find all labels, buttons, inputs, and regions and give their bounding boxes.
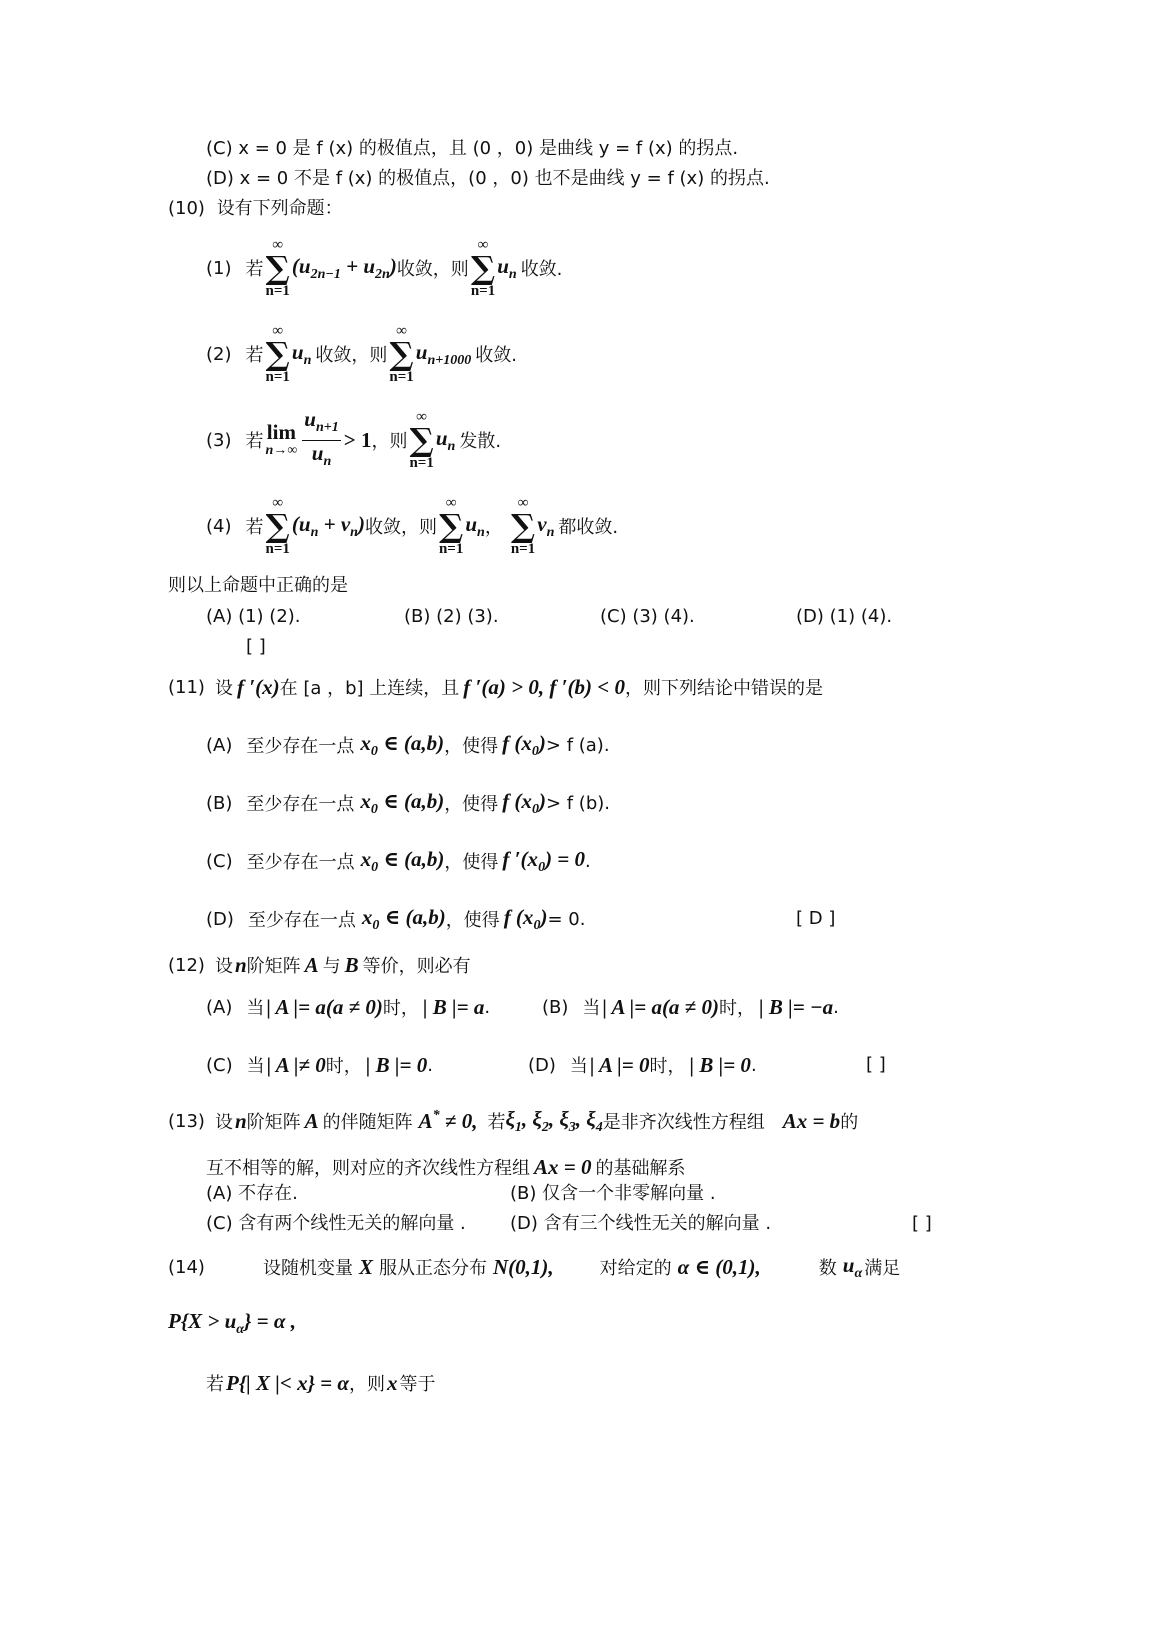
q11-c-text: 至少存在一点: [246, 852, 355, 873]
q9-option-c: (C) x = 0 是 f (x) 的极值点，且 (0 ，0) 是曲线 y = f (x) 的拐点.: [206, 138, 739, 159]
sigma-icon: ∞ ∑ n=1: [409, 409, 434, 471]
q10-option-d: (D) (1) (4).: [796, 606, 893, 627]
q12-d-label: (D): [528, 1054, 556, 1076]
q9-option-d: (D) x = 0 不是 f (x) 的极值点，(0 ，0) 也不是曲线 y = f (x) 的拐点.: [206, 168, 770, 189]
q13-stem-f: 的: [840, 1112, 859, 1133]
q11-c-label: (C): [206, 850, 233, 872]
q11-option-d: [206, 904, 585, 934]
q11-stem-a: 设: [214, 678, 233, 699]
q14-alpha-range: α ∈ (0,1),: [677, 1255, 761, 1279]
q11-number: (11): [168, 676, 205, 698]
q11-a-mid: ，使得: [444, 736, 499, 757]
p4-conv: 收敛，则: [364, 517, 437, 538]
q10-proposition-1: [206, 236, 562, 300]
sigma-icon: ∞ ∑ n=1: [470, 237, 496, 299]
q12-option-a: [206, 992, 490, 1022]
p3-label: (3): [206, 429, 232, 451]
p2-conv: 收敛，则: [315, 345, 388, 366]
p4-end: 都收敛.: [558, 517, 619, 538]
q12-b-cond: | A |= a(a ≠ 0): [602, 994, 719, 1019]
q11-a-label: (A): [206, 734, 233, 756]
q13-stem-b: 阶矩阵: [246, 1112, 301, 1133]
p1-end: 收敛.: [520, 259, 563, 280]
q11-fx0: f $(x_0)$: [503, 904, 548, 933]
p3-gt1: > 1: [343, 427, 372, 452]
q12-stem-c: 与: [322, 956, 341, 977]
limit-operator: lim n→∞: [265, 420, 298, 458]
q14-stem-a: 设随机变量: [262, 1258, 353, 1279]
q12-d-when: 当: [569, 1056, 588, 1077]
q12-option-c: [206, 1050, 433, 1080]
q10-conclusion: 则以上命题中正确的是: [168, 575, 348, 596]
q14-line3-b: ，则: [349, 1374, 386, 1395]
q13-stem-a: 设: [214, 1112, 233, 1133]
q11-option-a: [206, 730, 610, 760]
q10-option-a: (A) (1) (2).: [206, 606, 301, 627]
p1-expr: $(u_{2n-1} + u_{2n})$: [291, 253, 397, 282]
q12-c-when: 当: [246, 1056, 265, 1077]
q14-stem: [168, 1252, 900, 1282]
q14-x: x: [387, 1370, 398, 1395]
q12-b-when: 当: [582, 998, 601, 1019]
q12-d-shi: 时，: [649, 1056, 686, 1077]
q10-stem-text: 设有下列命题：: [216, 198, 343, 219]
q14-number: (14): [168, 1256, 205, 1278]
q14-stem-c: 对给定的: [599, 1258, 672, 1279]
p1-if: 若: [245, 259, 264, 280]
q12-number: (12): [168, 954, 205, 976]
q11-fx0: f $(x_0)$: [502, 730, 546, 759]
p4-expr: $(u_n + v_n)$: [291, 511, 365, 540]
q14-prob-def: $P\{X > u_\alpha\} = \alpha$ ,: [168, 1308, 296, 1337]
ratio-fraction: $\frac{u_{n+1}}{u_n}$: [304, 406, 339, 469]
q12-B: B: [344, 952, 359, 977]
q12-stem: [168, 950, 471, 980]
q12-stem-b: 阶矩阵: [246, 956, 301, 977]
q13-stem: [168, 1106, 858, 1136]
p4-vn: $v_n$: [537, 511, 555, 540]
p2-label: (2): [206, 343, 232, 365]
q11-d-tail: = 0.: [547, 908, 586, 930]
sigma-icon: ∞ ∑ n=1: [389, 323, 414, 385]
q12-stem-d: 等价，则必有: [362, 956, 471, 977]
period: .: [750, 1054, 757, 1076]
sigma-icon: ∞ ∑ n=1: [510, 495, 536, 557]
q13-answer-bracket: [ ]: [912, 1213, 932, 1234]
sigma-icon: ∞ ∑ n=1: [438, 495, 464, 557]
q13-adjoint: A* ≠ 0,: [418, 1108, 478, 1133]
p2-un: $u_n$: [291, 339, 312, 368]
q13-stem-e: 是非齐次线性方程组: [602, 1112, 765, 1133]
q10-proposition-2: [206, 322, 517, 386]
q12-n: n: [234, 952, 247, 977]
period: .: [484, 996, 491, 1018]
q12-a-shi: 时，: [382, 998, 419, 1019]
q12-option-d: [528, 1050, 757, 1080]
q10-option-c: (C) (3) (4).: [600, 606, 695, 627]
p2-if: 若: [245, 345, 264, 366]
period: .: [427, 1054, 433, 1076]
q12-a-result: | B |= a: [422, 994, 485, 1019]
q11-d-text: 至少存在一点: [247, 910, 356, 931]
q14-line2: [168, 1306, 296, 1340]
q12-a-label: (A): [206, 996, 233, 1018]
q11-option-c: [206, 846, 591, 876]
q13-option-d: (D) 含有三个线性无关的解向量 .: [510, 1213, 772, 1234]
q12-c-result: | B |= 0: [365, 1052, 428, 1077]
q11-stem-c: ，则下列结论中错误的是: [624, 678, 823, 699]
p4-if: 若: [245, 517, 264, 538]
q14-prob-cond: P{| X |< x} = α: [226, 1370, 350, 1395]
p1-label: (1): [206, 257, 232, 279]
sigma-icon: ∞ ∑ n=1: [265, 323, 290, 385]
q13-line2: [206, 1152, 685, 1182]
q11-b-text: 至少存在一点: [246, 794, 355, 815]
p2-un1000: $u_{n+1000}$: [415, 339, 472, 368]
q14-stem-d: 数: [818, 1258, 837, 1279]
q11-fprime-x: f ′(x): [236, 674, 280, 699]
q14-line3-c: 等于: [399, 1374, 436, 1395]
p4-label: (4): [206, 515, 232, 537]
q12-a-when: 当: [246, 998, 265, 1019]
q11-c-tail: .: [585, 850, 591, 872]
q11-b-tail: > f (b).: [545, 792, 610, 814]
q12-b-shi: 时，: [718, 998, 755, 1019]
q11-x0-in-ab: $x_0$ ∈ (a,b): [360, 731, 445, 759]
p3-if: 若: [245, 431, 264, 452]
p3-end: 发散.: [459, 431, 502, 452]
q13-n: n: [234, 1108, 247, 1133]
q10-proposition-4: [206, 494, 618, 558]
sigma-icon: ∞ ∑ n=1: [265, 495, 290, 557]
q11-condition: f ′(a) > 0, f ′(b) < 0: [463, 674, 625, 699]
q14-line3: [206, 1366, 436, 1400]
q11-d-label: (D): [206, 908, 234, 930]
q12-c-cond: | A |≠ 0: [266, 1052, 326, 1077]
q14-normal: N(0,1),: [492, 1254, 554, 1279]
q12-c-label: (C): [206, 1054, 233, 1076]
q13-number: (13): [168, 1110, 205, 1132]
q13-option-a: (A) 不存在.: [206, 1183, 298, 1204]
q11-fx0: f $(x_0)$: [502, 788, 546, 817]
sigma-icon: ∞ ∑ n=1: [265, 237, 290, 299]
q11-x0-in-ab: $x_0$ ∈ (a,b): [361, 905, 446, 933]
q10-answer-bracket: [ ]: [246, 636, 266, 657]
q14-stem-b: 服从正态分布: [378, 1258, 487, 1279]
q11-b-label: (B): [206, 792, 233, 814]
q13-xi: $\xi_1$, $\xi_2$, $\xi_3$, $\xi_4$: [505, 1106, 603, 1135]
q13-option-b: (B) 仅含一个非零解向量 .: [510, 1183, 716, 1204]
q11-answer-bracket: [ D ]: [796, 908, 836, 929]
q11-x0-in-ab: $x_0$ ∈ (a,b): [360, 789, 445, 817]
q11-stem: [168, 672, 823, 702]
q13-A: A: [304, 1108, 319, 1133]
q12-a-cond: | A |= a(a ≠ 0): [266, 994, 383, 1019]
q13-axb: Ax = b: [782, 1108, 841, 1133]
q13-line2-a: 互不相等的解，则对应的齐次线性方程组: [206, 1158, 530, 1179]
p3-then: ，则: [371, 431, 408, 452]
q14-u-alpha: $u_\alpha$: [842, 1252, 863, 1281]
q11-b-mid: ，使得: [444, 794, 499, 815]
q10-option-b: (B) (2) (3).: [404, 606, 499, 627]
q14-X: X: [358, 1254, 373, 1279]
q11-d-mid: ，使得: [445, 910, 500, 931]
q11-a-text: 至少存在一点: [246, 736, 355, 757]
q10-number: (10): [168, 198, 205, 219]
q12-b-result: | B |= −a: [758, 994, 834, 1019]
p4-un: $u_n$: [465, 511, 485, 540]
q13-ax0: Ax = 0: [534, 1154, 592, 1179]
q11-stem-b: 在 [a ，b] 上连续，且: [279, 678, 460, 699]
q12-stem-a: 设: [214, 956, 233, 977]
q12-d-result: | B |= 0: [689, 1052, 751, 1077]
q13-line2-b: 的基础解系: [595, 1158, 686, 1179]
q13-option-c: (C) 含有两个线性无关的解向量 .: [206, 1213, 466, 1234]
q12-b-label: (B): [542, 996, 569, 1018]
q14-line3-a: 若: [206, 1374, 224, 1395]
q12-c-shi: 时，: [325, 1056, 362, 1077]
q12-option-b: [542, 992, 839, 1022]
p1-conv: 收敛，则: [396, 259, 469, 280]
q10-proposition-3: [206, 408, 501, 472]
q12-A: A: [304, 952, 319, 977]
q13-stem-d: 若: [487, 1112, 506, 1133]
period: .: [833, 996, 839, 1018]
p3-un: $u_n$: [435, 425, 456, 454]
p1-un: $u_n$: [497, 253, 517, 282]
q11-fprime-x0-zero: f $'(x_0) = 0$: [502, 846, 586, 875]
p2-end: 收敛.: [475, 345, 517, 366]
q11-x0-in-ab: $x_0$ ∈ (a,b): [360, 847, 445, 875]
q11-c-mid: ，使得: [444, 852, 499, 873]
q11-a-tail: > f (a).: [545, 734, 610, 756]
q11-option-b: [206, 788, 610, 818]
q10-stem: [168, 197, 343, 221]
q12-answer-bracket: [ ]: [866, 1054, 886, 1075]
q13-stem-c: 的伴随矩阵: [322, 1112, 413, 1133]
q12-d-cond: | A |= 0: [589, 1052, 650, 1077]
q14-stem-e: 满足: [864, 1258, 901, 1279]
p4-comma: ，: [484, 517, 503, 538]
